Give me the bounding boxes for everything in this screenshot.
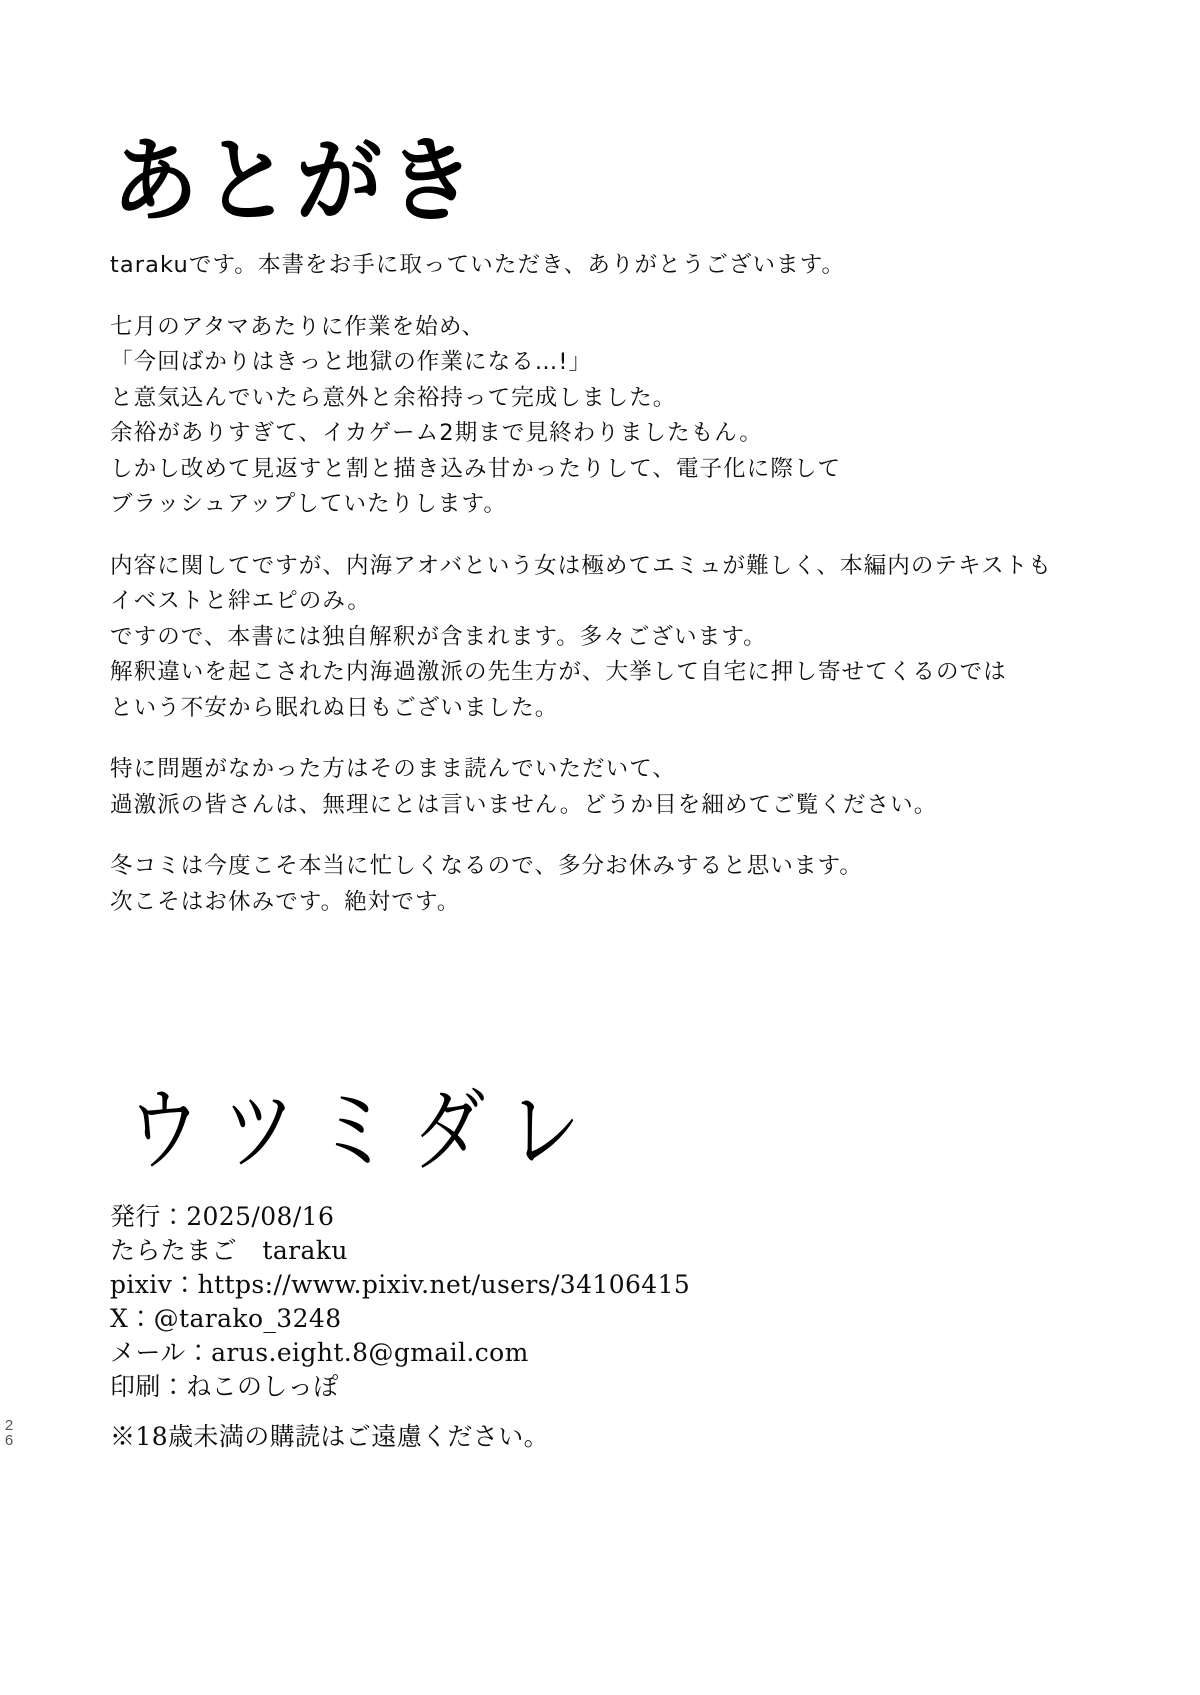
text-line: 余裕がありすぎて、イカゲーム2期まで見終わりましたもん。	[110, 420, 763, 446]
text-line: という不安から眠れぬ日もございました。	[110, 694, 559, 721]
colophon-x-handle[interactable]: X：@tarako_3248	[110, 1304, 342, 1333]
paragraph	[110, 752, 1110, 823]
paragraph	[110, 849, 1110, 920]
text-line: イベストと絆エピのみ。	[110, 588, 371, 614]
paragraph	[110, 310, 1110, 523]
text-line: 「今回ばかりはきっと地獄の作業になる…!」	[110, 349, 593, 375]
paragraph	[110, 549, 1110, 727]
text-line: 次こそはお休みです。絶対です。	[110, 888, 461, 915]
text-line: tarakuです。本書をお手に取っていただき、ありがとうございます。	[110, 252, 846, 278]
colophon-circle-author: たらたまご taraku	[110, 1236, 348, 1265]
text-line: 特に問題がなかった方はそのまま読んでいただいて、	[110, 756, 676, 782]
text-line: ですので、本書には独自解釈が含まれます。多々ございます。	[110, 623, 767, 650]
afterword-body	[110, 248, 1110, 944]
page-number: 26	[4, 1417, 14, 1449]
text-line: 冬コミは今度こそ本当に忙しくなるので、多分お休みすると思います。	[110, 853, 863, 879]
text-line: 過激派の皆さんは、無理にとは言いません。どうか目を細めてご覧ください。	[110, 791, 938, 818]
text-line: 内容に関してですが、内海アオバという女は極めてエミュが難しく、本編内のテキストも	[110, 552, 1052, 579]
paragraph	[110, 248, 1110, 284]
book-title-logo: ウツミダレ	[128, 1078, 604, 1184]
page-title: あとがき	[112, 127, 480, 236]
colophon-publish-date: 発行：2025/08/16	[110, 1202, 335, 1231]
text-line: と意気込んでいたら意外と余裕持って完成しました。	[110, 384, 677, 411]
colophon-pixiv-link[interactable]: pixiv：https://www.pixiv.net/users/34106415	[110, 1270, 691, 1299]
text-line: 七月のアタマあたりに作業を始め、	[110, 313, 486, 340]
colophon	[110, 1200, 1010, 1404]
text-line: 解釈違いを起こされた内海過激派の先生方が、大挙して自宅に押し寄せてくるのでは	[110, 659, 1007, 685]
age-restriction-notice: ※18歳未満の購読はご遠慮ください。	[110, 1422, 550, 1451]
colophon-printer: 印刷：ねこのしっぽ	[110, 1372, 339, 1401]
text-line: しかし改めて見返すと割と描き込み甘かったりして、電子化に際して	[110, 455, 842, 482]
colophon-email[interactable]: メール：arus.eight.8@gmail.com	[110, 1338, 529, 1367]
text-line: ブラッシュアップしていたりします。	[110, 491, 507, 517]
